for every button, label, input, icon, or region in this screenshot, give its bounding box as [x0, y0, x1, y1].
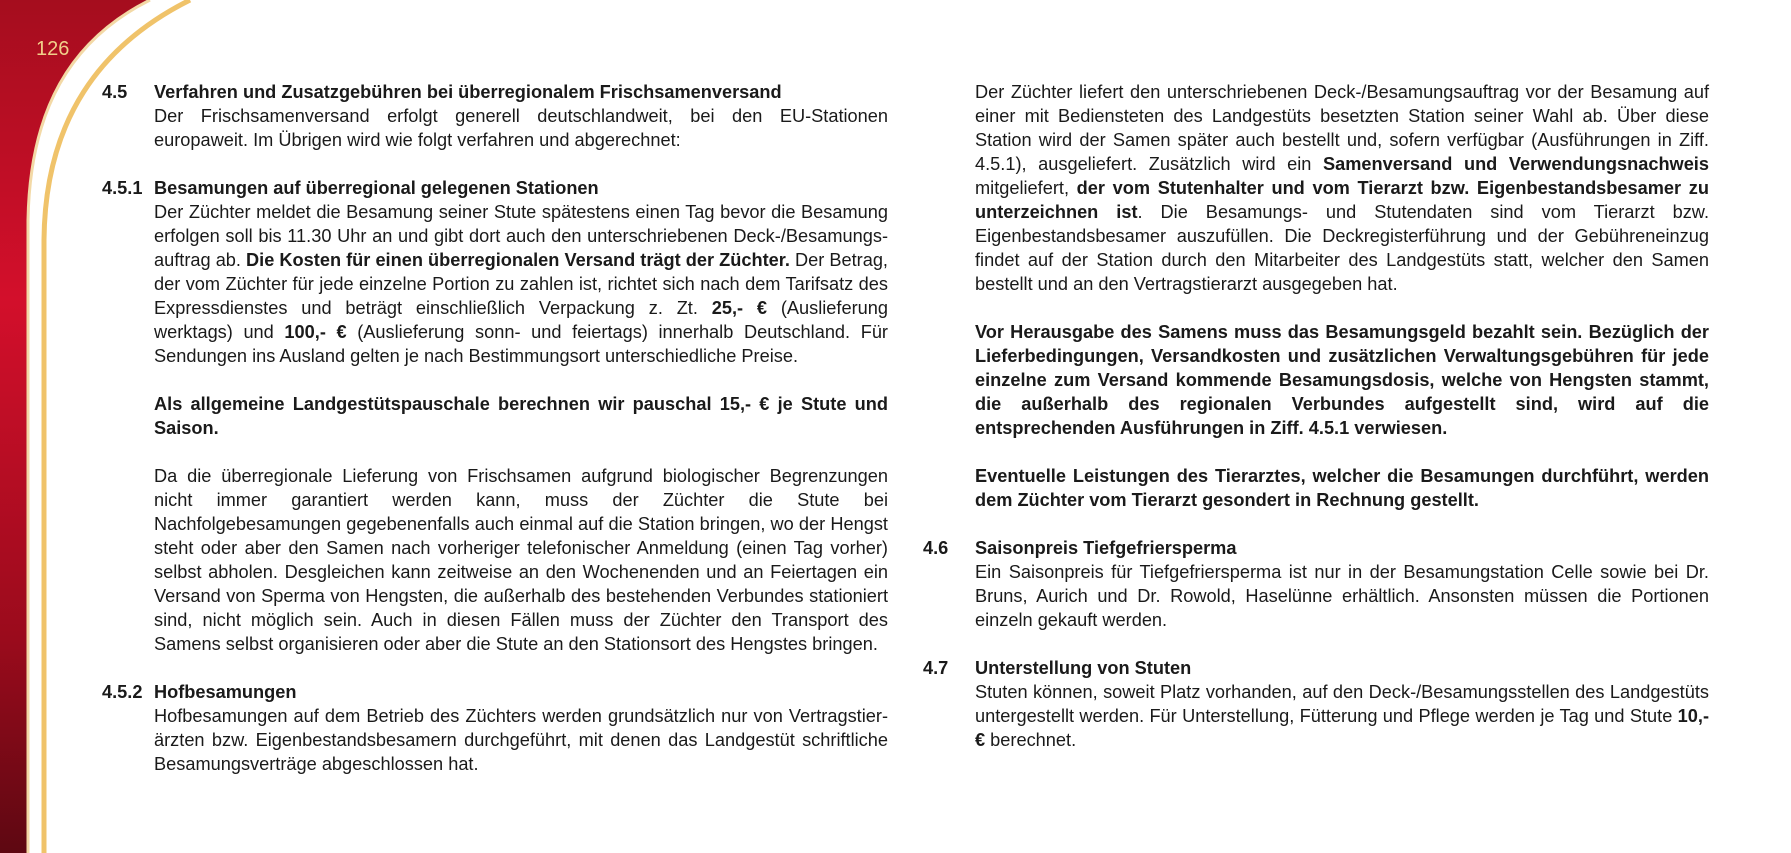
paragraph — [154, 200, 888, 368]
section-4-6 — [923, 536, 1709, 632]
bold-text: Vor Herausgabe des Samens muss das Besamungsgeld bezahlt sein. Bezüglich der Lieferbedingungen, Versandkosten und zusätzlichen Verwaltungsgebühren für jede einzelne zum Versand kommende Besamungsdosis, welche von Hengsten stammt, die außerhalb des regionalen Verbundes aufgestellt sind, wird auf die entsprechenden Ausführungen in Ziff. 4.5.1 verwiesen. — [975, 322, 1709, 438]
section-title: Hofbesamungen — [154, 682, 297, 702]
text: mitgeliefert, — [975, 178, 1077, 198]
bold-price: 25,- € — [711, 298, 768, 318]
bold-paragraph — [975, 464, 1709, 512]
right-column — [923, 80, 1709, 752]
section-heading — [102, 176, 888, 200]
paragraph: Da die überregionale Lieferung von Frischsamen aufgrund biologischer Begrenzungen nicht immer garantiert werden kann, muss der Züchter die Stute bei Nachfolgebesamungen gegebenenfalls auch einmal auf die Station bringen, wo der Hengst steht oder aber den Samen nach vorheriger telefonischer Anmeldung (einen Tag vorher) selbst abholen. Desgleichen kann zeitweise an den Wochenenden und an Feiertagen ein Versand von Sperma von Hengsten, die außerhalb des bestehenden Verbundes stationiert sind, nicht möglich sein. Auch in diesen Fällen muss der Züchter den Transport des Samens selbst organisieren oder aber die Stute an den Stationsort des Hengstes bringen. — [154, 466, 888, 654]
bold-price: 100,- € — [284, 322, 347, 342]
bold-price: 10,- € — [975, 706, 1709, 750]
section-heading — [102, 80, 888, 104]
bold-text: Als allgemeine Landgestütspauschale berechnen wir pauschal 15,- € je Stute und Saison. — [154, 394, 888, 438]
paragraph: Ein Saisonpreis für Tiefgefriersperma ist nur in der Besamungstation Celle sowie bei Dr. Bruns, Aurich und Dr. Rowold, Haselünne erhältlich. Ansonsten müssen die Portionen einzeln gekauft werden. — [975, 562, 1709, 630]
section-number: 4.7 — [923, 658, 949, 678]
bold-text: Samenversand und Verwendungsnachweis — [1322, 154, 1709, 174]
section-continuation — [923, 80, 1709, 512]
bold-text: Die Kosten für einen überregionalen Versand trägt der Züchter. — [246, 250, 790, 270]
left-column — [102, 80, 888, 776]
text: Stuten können, soweit Platz vorhanden, auf den Deck-/Besamungsstellen des Landgestüts untergestellt werden. Für Unterstellung, Fütterung und Pflege werden je Tag und Stute — [975, 682, 1709, 726]
text: Der Züchter liefert den unterschriebenen Deck-/Besamungsauftrag vor der Besamung auf einer mit Bediensteten des Landgestüts besetzten Station seiner Wahl ab. Über diese Station wird der Samen später auch bestellt und, sofern verfügbar (Ausführungen in Ziff. 4.5.1), ausgeliefert. Zusätzlich wird ein — [975, 82, 1709, 174]
section-heading — [923, 536, 1709, 560]
bold-text: der vom Stutenhalter und vom Tierarzt bzw. Eigenbestandsbesamer zu unterzeichnen ist — [975, 178, 1709, 222]
section-title: Saisonpreis Tiefgefriersperma — [975, 538, 1237, 558]
text: berechnet. — [985, 730, 1077, 750]
section-4-7 — [923, 656, 1709, 752]
paragraph — [975, 680, 1709, 752]
section-4-5 — [102, 80, 888, 152]
section-number: 4.5 — [102, 82, 128, 102]
bold-paragraph — [975, 320, 1709, 440]
bold-text: Eventuelle Leistungen des Tierarztes, welcher die Besamungen durchführt, werden dem Züchter vom Tierarzt gesondert in Rechnung gestellt. — [975, 466, 1709, 510]
paragraph: Der Frischsamenversand erfolgt generell deutschlandweit, bei den EU-Stationen europaweit. Im Übrigen wird wie folgt verfahren und abgerechnet: — [154, 106, 888, 150]
page-number: 126 — [36, 38, 70, 60]
text: Der Züchter meldet die Besamung seiner Stute spätestens einen Tag bevor die Besamung erfolgen soll bis 11.30 Uhr an und gibt dort auch den unterschriebenen Deck-/Besamungsauftrag ab. — [154, 202, 888, 270]
section-title: Unterstellung von Stuten — [975, 658, 1192, 678]
text: . Die Besamungs- und Stutendaten sind vom Tierarzt bzw. Eigenbestandsbesamer auszufüllen. Die Deckregisterführung und der Gebühreneinzug findet auf der Station durch den Mitarbeiter des Landgestüts statt, welcher den Samen bestellt und an den Vertragstierarzt ausgegeben hat. — [975, 202, 1709, 294]
text: Der Betrag, der vom Züchter für jede einzelne Portion zu zahlen ist, richtet sich nach dem Tarifsatz des Expressdienstes und beträgt einschließlich Verpackung z. Zt. — [154, 250, 888, 318]
section-title: Besamungen auf überregional gelegenen Stationen — [154, 178, 599, 198]
paragraph — [975, 80, 1709, 296]
section-number: 4.5.1 — [102, 178, 143, 198]
section-title: Verfahren und Zusatzgebühren bei überregionalem Frischsamenversand — [154, 82, 782, 102]
section-4-5-2 — [102, 680, 888, 776]
text: (Auslieferung sonn- und feiertags) innerhalb Deutschland. Für Sendungen ins Ausland gelten je nach Bestimmungsort unterschiedliche Preise. — [154, 322, 888, 366]
section-heading — [102, 680, 888, 704]
paragraph: Hofbesamungen auf dem Betrieb des Züchters werden grundsätzlich nur von Vertragstierärzten bzw. Eigenbestandsbesamern durchgeführt, mit denen das Landgestüt schriftliche Besamungsverträge abgeschlossen hat. — [154, 706, 888, 774]
section-heading — [923, 656, 1709, 680]
bold-paragraph — [154, 392, 888, 440]
section-number: 4.6 — [923, 538, 949, 558]
section-4-5-1 — [102, 176, 888, 656]
section-number: 4.5.2 — [102, 682, 143, 702]
text: (Auslieferung werktags) und — [154, 298, 888, 342]
